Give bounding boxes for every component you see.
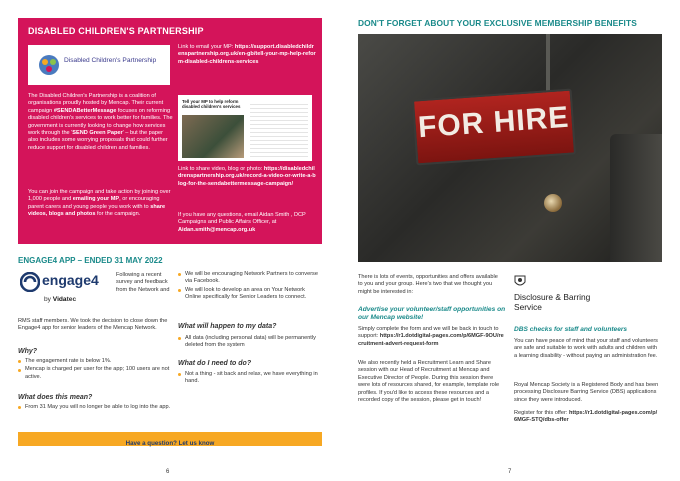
- why-heading: Why?: [18, 348, 38, 355]
- need-list: [178, 371, 322, 387]
- why-item: The engagement rate is below 1%.: [18, 358, 172, 365]
- data-item: All data (including personal data) will be permanently deleted from the system: [178, 335, 322, 350]
- dcp-mp-link-para: Link to email your MP: https://support.disabledchildrenspartnership.org.uk/en-gb/tell-your-mp-help-reform-disabled-childrens-services: [178, 44, 316, 65]
- question-bar[interactable]: [18, 432, 322, 446]
- why-item: Mencap is charged per user for the app; 100 users are not active.: [18, 366, 172, 381]
- dcp-heading: DISABLED CHILDREN'S PARTNERSHIP: [28, 26, 204, 36]
- recruitment-form-link[interactable]: https://r1.dotdigital-pages.com/p/6MGF-9OU/recruitment-advert-request-form: [358, 333, 504, 347]
- mean-item: From 31 May you will no longer be able to log into the app.: [18, 404, 172, 411]
- screenshot-title: Tell your MP to help reform disabled children's services: [182, 99, 241, 110]
- dcp-question-para: If you have any questions, email Aidan Smith , DCP Campaigns and Public Affairs Officer, at Aidan.smith@mencap.org.uk: [178, 212, 306, 233]
- campaign-screenshot: [178, 95, 312, 161]
- share-link[interactable]: https://disabledchildrenspartnership.org.uk/record-a-video-or-write-a-blog-for-the-sendabettermessage-campaign/: [178, 166, 316, 187]
- dcp-logo-text: Disabled Children's Partnership: [64, 57, 157, 64]
- mp-link[interactable]: https://support.disabledchildrenspartnership.org.uk/en-gb/tell-your-mp-help-reform-disabled-childrens-services: [178, 44, 316, 65]
- page-number-left: 6: [166, 469, 170, 475]
- dcp-share-link-para: Link to share video, blog or photo: https://disabledchildrenspartnership.org.uk/record-a-video-or-write-a-blog-for-the-sendabettermessage-campaign/: [178, 166, 316, 187]
- dbs-para-1: You can have peace of mind that your staff and volunteers are safe and suitable to work with adults and children with a learning disability - without paying an administration fee.: [514, 338, 658, 359]
- engage4-intro-b: RMS staff members. We took the decision to close down the Engage4 app for senior leaders of the Mencap Network.: [18, 318, 168, 332]
- crest-icon: [514, 274, 526, 288]
- need-item: Not a thing - sit back and relax, we have everything in hand.: [178, 371, 322, 386]
- benefits-intro: There is lots of events, opportunities and offers available to you and your group. Here's two that we thought you might be interested in:: [358, 274, 498, 295]
- for-hire-sign: [412, 88, 576, 165]
- dcp-logo-icon: [38, 54, 60, 76]
- engage4-heading: ENGAGE4 APP – ENDED 31 MAY 2022: [18, 256, 163, 265]
- engage4-logo-icon: [20, 272, 40, 292]
- volunteer-para-1: Simply complete the form and we will be back in touch to support: https://r1.dotdigital-pages.com/p/6MGF-9OU/recruitment-advert-request-form: [358, 326, 504, 347]
- aidan-email-link[interactable]: Aidan.smith@mencap.org.uk: [178, 226, 256, 233]
- for-hire-photo: [358, 34, 662, 262]
- dcp-logo-box: [28, 45, 170, 85]
- mean-heading: What does this mean?: [18, 394, 93, 401]
- data-heading: What will happen to my data?: [178, 323, 277, 330]
- dbs-logo-text: Disclosure & Barring Service: [514, 292, 591, 312]
- mean-list: [18, 404, 172, 412]
- vidatec-logo: by Vidatec: [44, 296, 77, 303]
- screenshot-photo: [182, 115, 244, 158]
- network-list: [178, 271, 322, 303]
- dcp-para-1: The Disabled Children's Partnership is a coalition of organisations proudly hosted by Mencap. Their current campaign #SENDABetterMessage focuses on reforming disabled children's services to work better for families. The government is currently looking to change how services work through the 'SEND Green Paper' – but the paper also includes some worrying proposals that could further reduce support for disabled children and families.: [28, 93, 173, 151]
- engage4-intro-a: Following a recent survey and feedback from the Network and: [116, 272, 170, 293]
- engage4-logo-word: engage4: [42, 272, 99, 288]
- dbs-offer-para: Register for this offer: https://r1.dotdigital-pages.com/p/6MGF-STQ/dbs-offer: [514, 410, 658, 424]
- photo-meter: [610, 134, 662, 262]
- volunteer-heading: Advertise your volunteer/staff opportunities on our Mencap website!: [358, 306, 506, 321]
- benefits-heading: DON'T FORGET ABOUT YOUR EXCLUSIVE MEMBERSHIP BENEFITS: [358, 18, 637, 28]
- network-item: We will be encouraging Network Partners to converse via Facebook.: [178, 271, 322, 286]
- dcp-para-2: You can join the campaign and take action by joining over 1,000 people and emailing your MP, or encouraging parent carers and young people you work with to share videos, blogs and photos for the campaign.: [28, 189, 171, 218]
- network-item: We will look to develop an area on Your Network Online specifically for Senior Leaders to connect.: [178, 287, 322, 302]
- need-heading: What do I need to do?: [178, 360, 252, 367]
- question-bar-label: Have a question? Let us know: [125, 440, 215, 447]
- screenshot-form: [250, 101, 308, 157]
- dbs-heading: DBS checks for staff and volunteers: [514, 326, 628, 333]
- why-list: [18, 358, 172, 382]
- data-list: [178, 335, 322, 351]
- photo-knob: [544, 194, 562, 212]
- for-hire-sign-text: FOR HIRE: [417, 100, 571, 145]
- dbs-logo: [514, 274, 662, 316]
- volunteer-para-2: We also recently held a Recruitment Learn and Share session with our Head of Recruitment at Mencap and Executive Director of People. During this session there were lots of resources shared, for example, template role profiles. If you'd like to access these resources and a recorded copy of the session, please get in touch!: [358, 360, 500, 404]
- dbs-para-2: Royal Mencap Society is a Registered Body and has been processing Disclosure Barring Service (DBS) applications since they were introduced.: [514, 382, 659, 403]
- dbs-offer-link[interactable]: https://r1.dotdigital-pages.com/p/6MGF-STQ/dbs-offer: [514, 410, 658, 424]
- page-number-right: 7: [508, 469, 512, 475]
- dcp-panel: [18, 18, 322, 244]
- engage4-logo: [18, 270, 108, 310]
